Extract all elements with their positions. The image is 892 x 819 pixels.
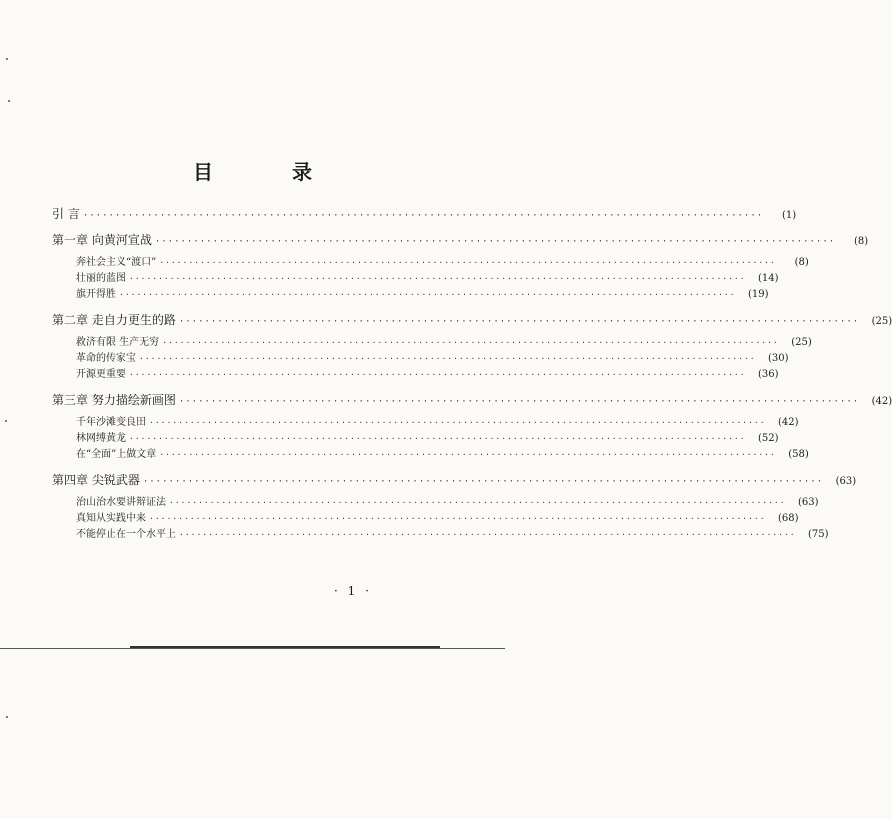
toc-section-entry xyxy=(52,495,819,511)
dot-leader: ·········································································································· xyxy=(119,290,736,299)
toc-entry-page: (30) xyxy=(768,353,789,364)
scan-speck xyxy=(5,420,7,422)
toc-entry-title: 壮丽的蓝图 xyxy=(76,273,126,284)
toc-section-entry xyxy=(52,431,779,447)
toc-entry-title: 旗开得胜 xyxy=(76,289,116,300)
toc-entry-title: 奔社会主义“渡口” xyxy=(76,257,157,268)
toc-section-entry xyxy=(52,255,809,271)
toc-entry-title: 不能停止在一个水平上 xyxy=(76,529,176,540)
dot-leader: ·········································································································· xyxy=(149,418,766,427)
dot-leader: ·········································································································· xyxy=(178,397,860,407)
dot-leader: ·········································································································· xyxy=(149,514,766,523)
dot-leader: ·········································································································· xyxy=(179,530,796,539)
toc-entry-page: (25) xyxy=(791,337,812,348)
dot-leader: ·········································································································· xyxy=(178,317,860,327)
dot-leader: ·········································································································· xyxy=(82,211,764,221)
toc-chapter-entry xyxy=(52,232,869,249)
toc-entry-page: (42) xyxy=(778,417,799,428)
toc-section-entry xyxy=(52,447,809,463)
toc-chapter-entry xyxy=(52,392,892,409)
toc-entry-title: 千年沙滩变良田 xyxy=(76,417,146,428)
toc-entry-page: (25) xyxy=(871,316,892,327)
dot-leader: ·········································································································· xyxy=(159,258,776,267)
toc-entry-page: (19) xyxy=(748,289,769,300)
scan-speck xyxy=(6,58,8,60)
page-number: · 1 · xyxy=(334,584,372,598)
toc-entry-page: (63) xyxy=(835,476,857,487)
toc-entry-title: 真知从实践中来 xyxy=(76,513,146,524)
dot-leader: ·········································································································· xyxy=(169,498,786,507)
toc-section-entry xyxy=(52,511,799,527)
toc-entry-title: 第四章 尖锐武器 xyxy=(52,473,140,487)
toc-entry-title: 第一章 向黄河宣战 xyxy=(52,233,152,247)
table-of-contents xyxy=(52,206,892,543)
dot-leader: ·········································································································· xyxy=(159,450,776,459)
scan-speck xyxy=(6,716,8,718)
toc-section-entry xyxy=(52,415,799,431)
toc-section-entry xyxy=(52,527,829,543)
toc-section-entry xyxy=(52,271,779,287)
dot-leader: ·········································································································· xyxy=(142,477,824,487)
toc-chapter-entry xyxy=(52,206,797,223)
toc-entry-page: (36) xyxy=(758,369,779,380)
toc-entry-title: 开源更重要 xyxy=(76,369,126,380)
page-edge-line xyxy=(0,648,505,649)
toc-entry-page: (42) xyxy=(871,396,892,407)
toc-entry-page: (58) xyxy=(788,449,809,460)
dot-leader: ·········································································································· xyxy=(139,354,756,363)
toc-entry-title: 革命的传家宝 xyxy=(76,353,136,364)
toc-entry-page: (75) xyxy=(808,529,829,540)
toc-section-entry xyxy=(52,287,769,303)
toc-entry-page: (52) xyxy=(758,433,779,444)
dot-leader: ·········································································································· xyxy=(129,274,746,283)
toc-entry-title: 第三章 努力描绘新画图 xyxy=(52,393,176,407)
dot-leader: ·········································································································· xyxy=(154,237,836,247)
dot-leader: ·········································································································· xyxy=(129,434,746,443)
toc-entry-page: (8) xyxy=(794,257,809,268)
toc-chapter-entry xyxy=(52,472,857,489)
toc-chapter-entry xyxy=(52,312,892,329)
toc-section-entry xyxy=(52,351,789,367)
toc-entry-page: (14) xyxy=(758,273,779,284)
toc-entry-title: 引 言 xyxy=(52,207,80,221)
toc-section-entry xyxy=(52,335,812,351)
toc-entry-title: 治山治水要讲辩证法 xyxy=(76,497,166,508)
toc-entry-title: 在“全面”上做文章 xyxy=(76,449,157,460)
toc-entry-page: (1) xyxy=(782,210,797,221)
toc-entry-page: (63) xyxy=(798,497,819,508)
toc-entry-title: 林网缚黄龙 xyxy=(76,433,126,444)
dot-leader: ·········································································································· xyxy=(162,338,779,347)
dot-leader: ·········································································································· xyxy=(129,370,746,379)
scan-speck xyxy=(8,100,10,102)
page-title: 目 录 xyxy=(193,160,348,184)
toc-entry-title: 第二章 走自力更生的路 xyxy=(52,313,176,327)
toc-entry-page: (68) xyxy=(778,513,799,524)
toc-entry-title: 救济有限 生产无穷 xyxy=(76,337,160,348)
toc-section-entry xyxy=(52,367,779,383)
toc-entry-page: (8) xyxy=(854,236,869,247)
